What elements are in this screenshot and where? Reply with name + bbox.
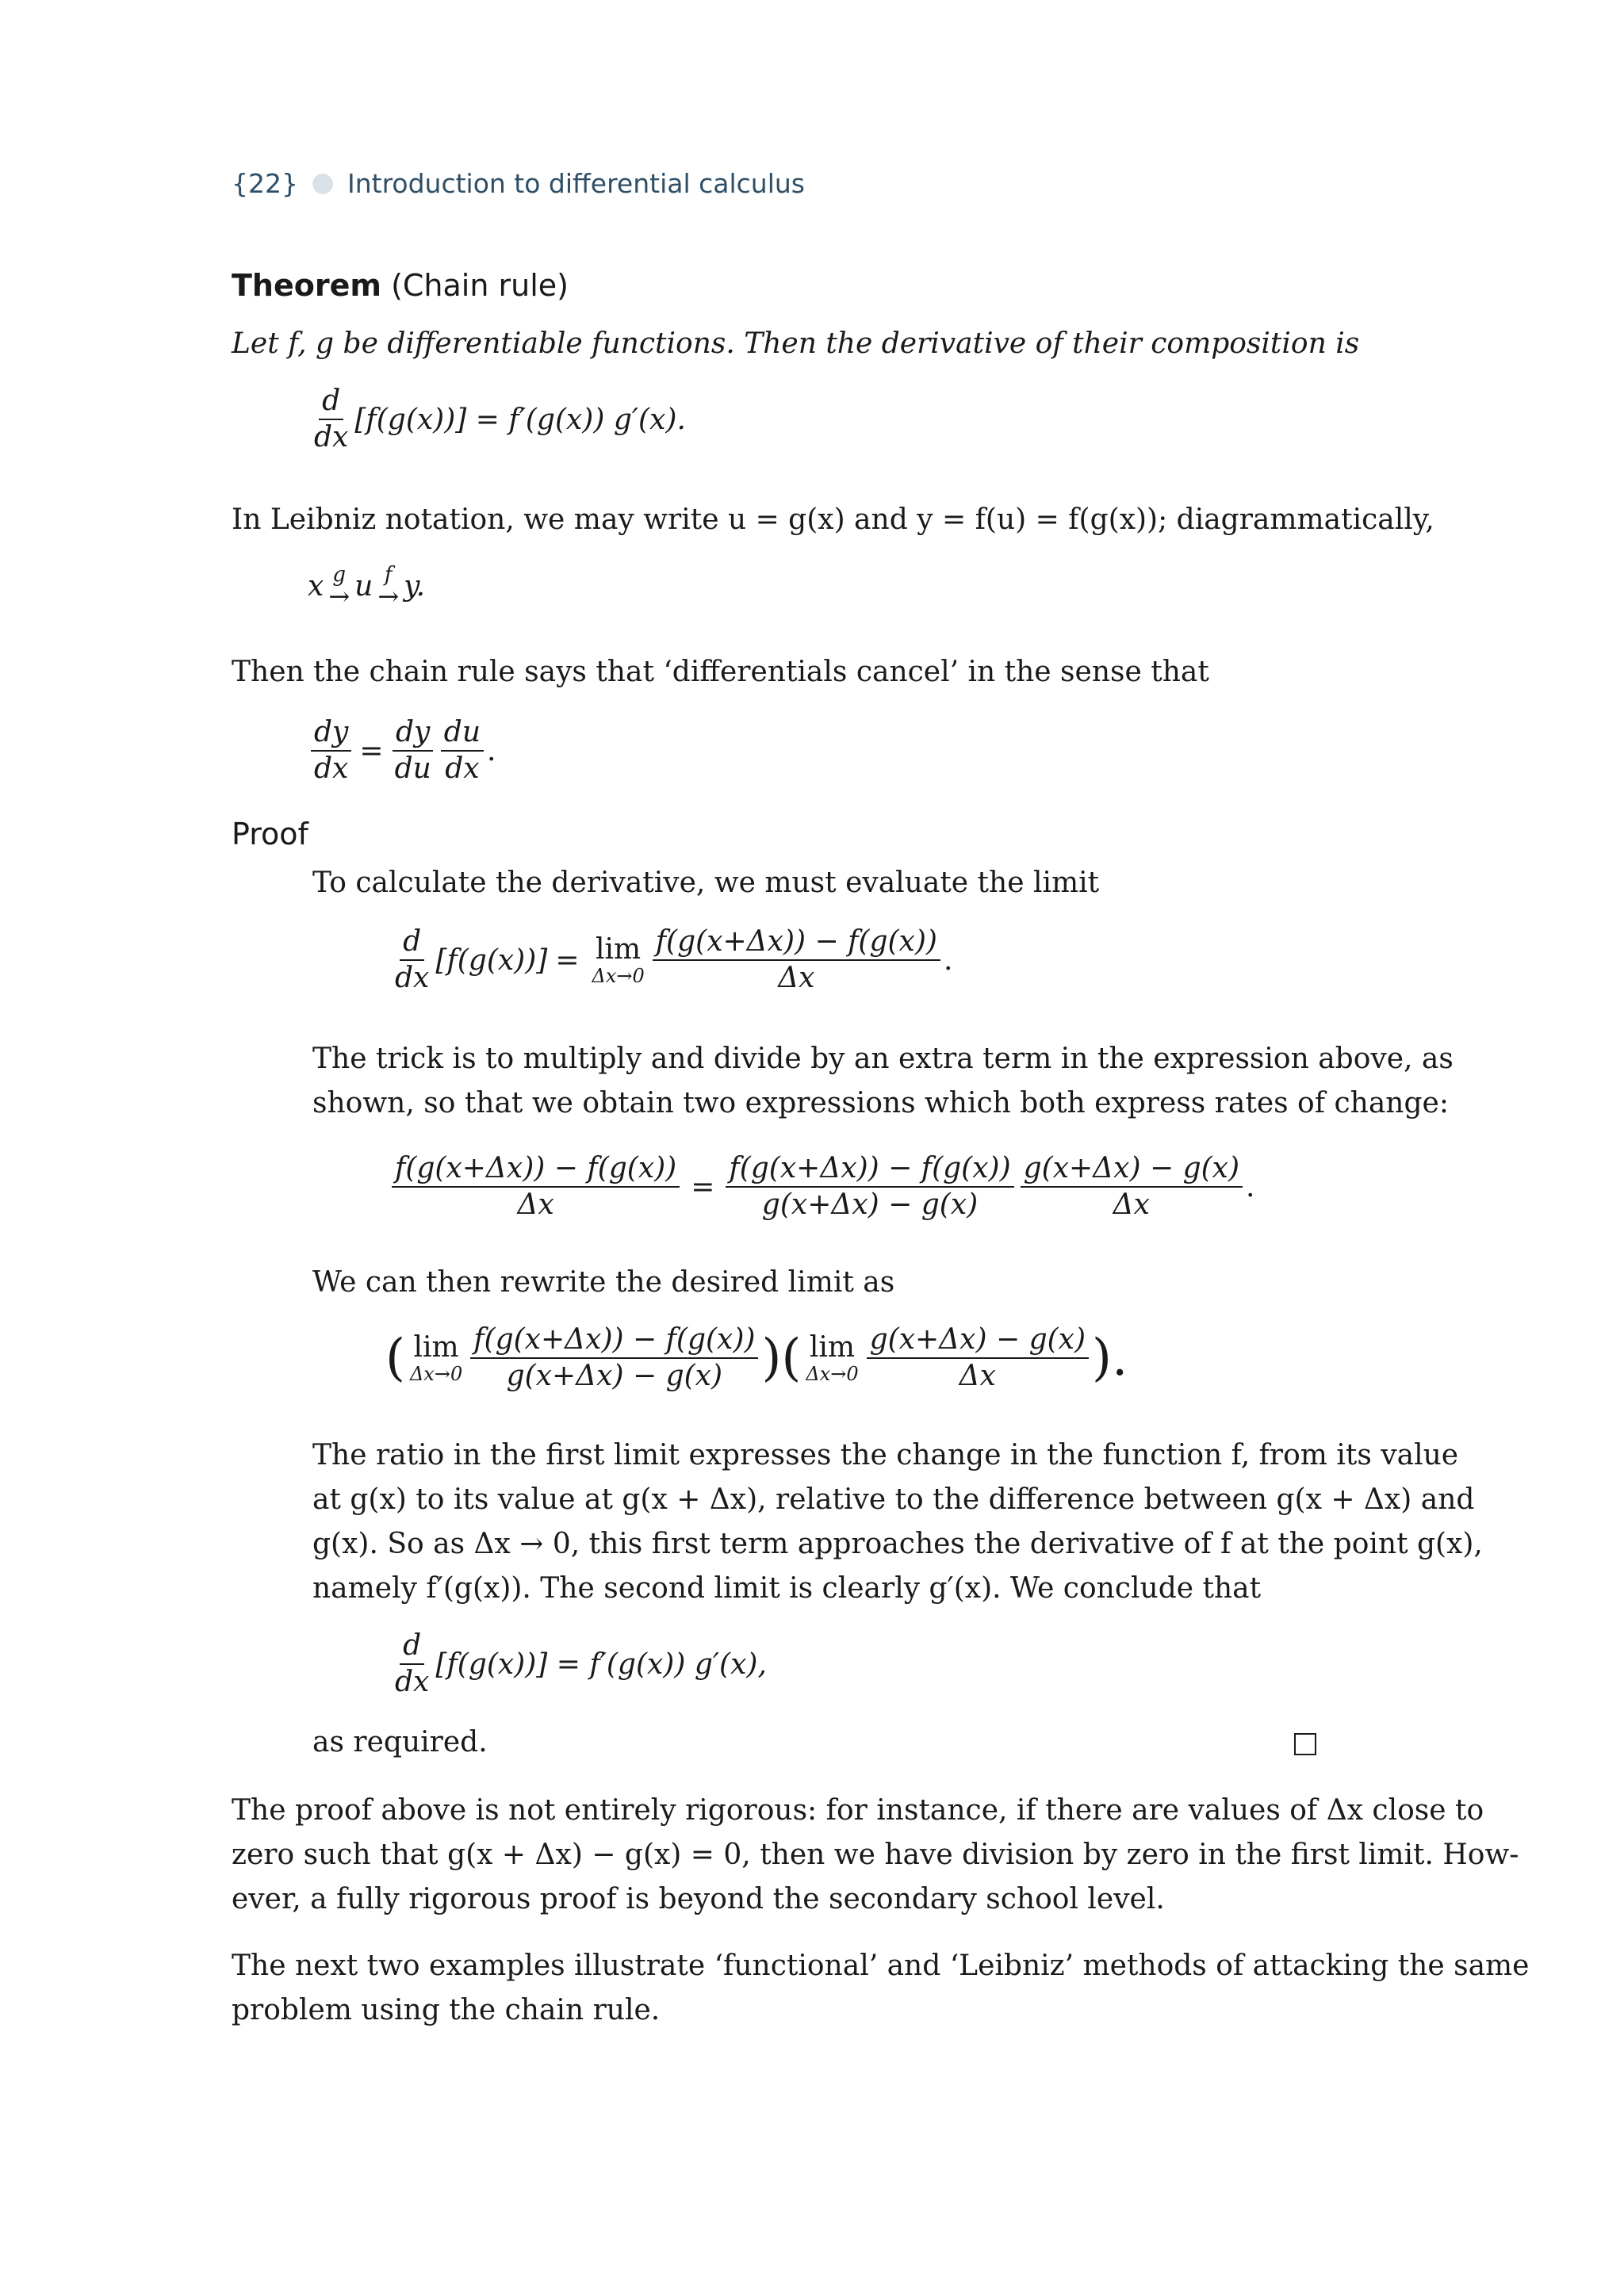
denominator: g(x+Δx) − g(x) [761,1188,979,1221]
chain-rhs: = f′(g(x)) g′(x). [475,403,686,436]
theorem-name: (Chain rule) [391,268,569,303]
arrow-f [377,563,400,611]
fraction-d-dx [392,1628,432,1700]
equation-product-of-limits [385,1322,1128,1394]
fraction-first-ratio [470,1322,758,1394]
denominator: Δx [959,1360,996,1392]
denominator: Δx [778,962,815,994]
proof-paragraph-3: We can then rewrite the desired limit as [312,1266,895,1299]
equation-leibniz [308,715,496,786]
numerator: dy [311,715,351,752]
remark-line-3: ever, a fully rigorous proof is beyond the secondary school level. [232,1883,1165,1915]
lim-subscript: Δx→0 [806,1363,859,1385]
right-paren: ). [1092,1329,1128,1387]
denominator: dx [395,962,430,994]
fraction-d-dx [311,384,351,455]
difference-quotient [653,924,940,996]
numerator: g(x+Δx) − g(x) [1021,1151,1243,1188]
right-arrow-icon: → [377,581,400,611]
diagram-u: u [354,569,373,603]
denominator: dx [314,752,349,785]
next-line-1: The next two examples illustrate ‘functional’ and ‘Leibniz’ methods of attacking the same [232,1950,1530,1982]
denominator: dx [395,1666,430,1698]
chain-rhs: = f′(g(x)) g′(x), [556,1647,767,1681]
fraction-dy-dx [311,715,351,786]
right-arrow-icon: → [328,581,350,611]
next-line-2: problem using the chain rule. [232,1994,661,2026]
proof-paragraph-4c: g(x). So as Δx → 0, this first term approaches the derivative of f at the point g(x), [312,1528,1483,1560]
left-paren: ( [385,1329,405,1387]
running-header [232,168,805,199]
proof-paragraph-2a: The trick is to multiply and divide by an extra term in the expression above, as [312,1043,1454,1075]
arrow-label-g: g [332,563,347,587]
arrow-g [328,563,350,611]
equals-sign: = [555,943,580,977]
lim-label: lim [596,933,642,966]
as-required: as required. [312,1726,488,1758]
denominator: g(x+Δx) − g(x) [506,1360,723,1392]
fraction-left [392,1151,680,1223]
denominator: dx [314,421,349,453]
numerator: f(g(x+Δx)) − f(g(x)) [653,924,940,961]
chain-says: Then the chain rule says that ‘differentials cancel’ in the sense that [232,656,1209,688]
equation-multiply-divide [389,1151,1254,1223]
qed-square-icon [1294,1733,1316,1755]
fraction-first-ratio [726,1151,1013,1223]
equals-sign: = [691,1170,715,1203]
numerator: g(x+Δx) − g(x) [867,1322,1089,1359]
equation-conclusion [389,1628,767,1700]
lim-label: lim [809,1331,856,1364]
page-number: {22} [232,168,298,199]
right-paren: ) [761,1329,782,1387]
proof-heading: Proof [232,817,308,851]
numerator: f(g(x+Δx)) − f(g(x)) [726,1151,1013,1188]
numerator: d [400,1628,424,1665]
numerator: du [441,715,484,752]
header-dot-icon [312,174,333,194]
arrow-label-f: f [384,563,393,587]
numerator: d [400,924,424,961]
lim-subscript: Δx→0 [592,965,645,987]
lim-subscript: Δx→0 [409,1363,463,1385]
fraction-d-dx [392,924,432,996]
limit-operator [806,1332,858,1384]
period: . [487,734,496,767]
numerator: f(g(x+Δx)) − f(g(x)) [392,1151,680,1188]
period: . [943,943,953,977]
denominator: du [394,752,431,785]
proof-paragraph-4b: at g(x) to its value at g(x + Δx), relative to the difference between g(x + Δx) and [312,1483,1475,1516]
composition-diagram [308,563,426,611]
fraction-du-dx [441,715,484,786]
fraction-dy-du [392,715,435,786]
numerator: dy [393,715,433,752]
diagram-y: y. [404,569,426,603]
proof-paragraph-2b: shown, so that we obtain two expressions which both express rates of change: [312,1087,1449,1119]
theorem-heading [232,268,569,303]
proof-paragraph-4a: The ratio in the first limit expresses the change in the function f, from its value [312,1439,1459,1471]
numerator: f(g(x+Δx)) − f(g(x)) [470,1322,758,1359]
chapter-title: Introduction to differential calculus [347,168,806,199]
remark-line-2: zero such that g(x + Δx) − g(x) = 0, then we have division by zero in the first limit. How- [232,1839,1519,1871]
fraction-second-ratio [867,1322,1089,1394]
composition-term: [f(g(x))] [435,1647,548,1681]
limit-operator [410,1332,462,1384]
composition-term: [f(g(x))] [435,943,548,977]
denominator: Δx [517,1188,554,1221]
left-paren: ( [781,1329,802,1387]
theorem-statement: Let f, g be differentiable functions. Then the derivative of their composition is [232,327,1360,360]
numerator: d [319,384,343,420]
remark-line-1: The proof above is not entirely rigorous: for instance, if there are values of Δx close to [232,1794,1484,1827]
equation-chain-rule [308,384,686,455]
diagram-x: x [308,569,324,603]
fraction-second-ratio [1021,1151,1243,1223]
proof-paragraph-1: To calculate the derivative, we must evaluate the limit [312,867,1100,899]
lim-label: lim [413,1331,459,1364]
limit-operator [592,934,644,986]
composition-term: [f(g(x))] [354,403,467,436]
denominator: Δx [1113,1188,1150,1221]
equals-sign: = [359,734,384,767]
proof-paragraph-4d: namely f′(g(x)). The second limit is clearly g′(x). We conclude that [312,1572,1262,1605]
period: . [1246,1170,1255,1203]
theorem-label: Theorem [232,268,381,303]
leibniz-intro: In Leibniz notation, we may write u = g(x) and y = f(u) = f(g(x)); diagrammatically, [232,503,1434,536]
equation-limit-definition [389,924,952,996]
denominator: dx [445,752,480,785]
